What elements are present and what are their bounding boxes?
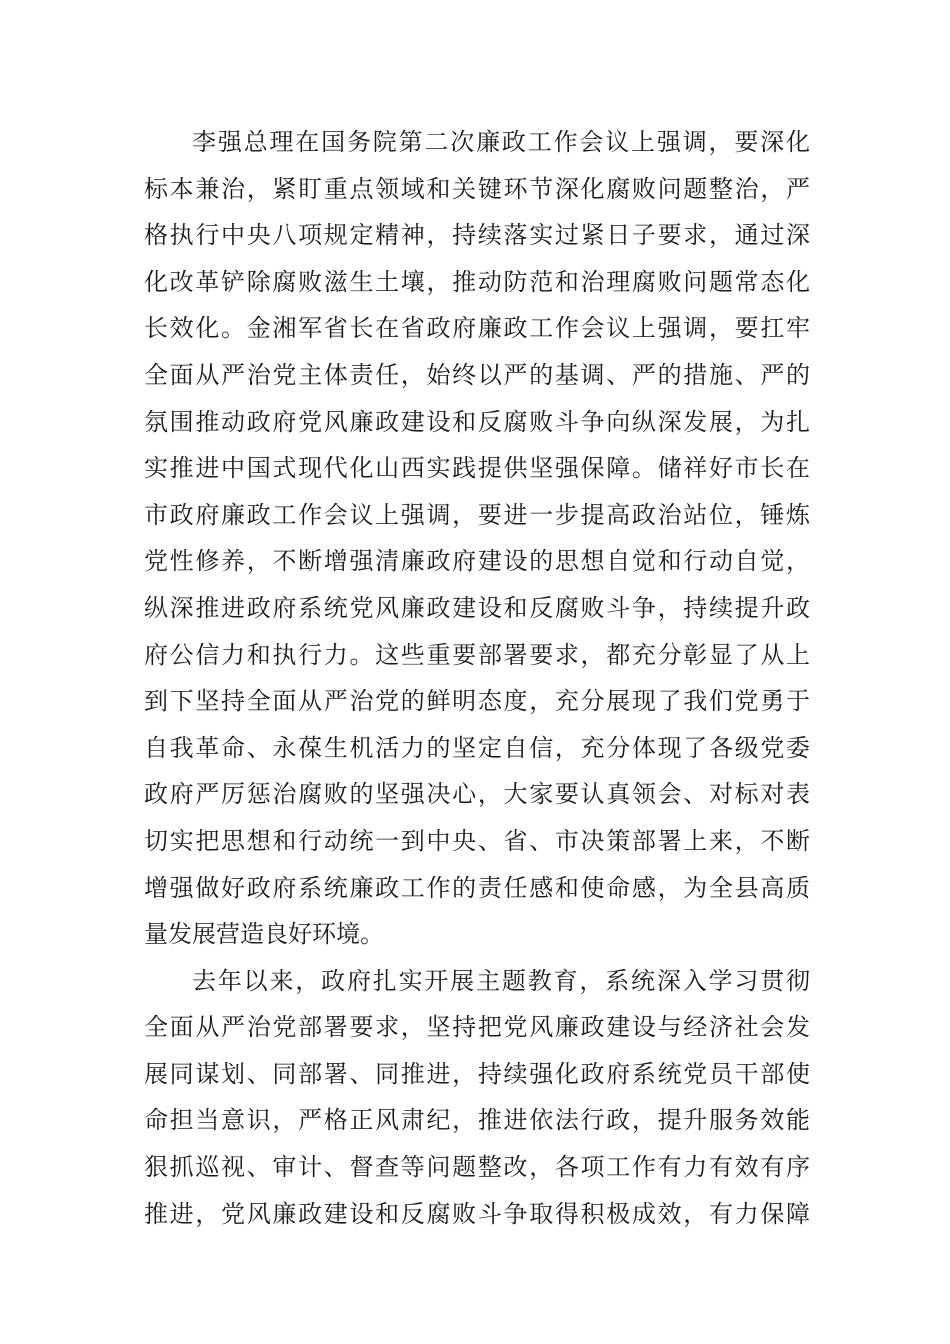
text-line: 党性修养，不断增强清廉政府建设的思想自觉和行动自觉， — [144, 547, 810, 576]
text-line: 化改革铲除腐败滋生土壤，推动防范和治理腐败问题常态化 — [144, 267, 810, 296]
text-line: 实推进中国式现代化山西实践提供坚强保障。储祥好市长在 — [144, 454, 810, 483]
text-line: 府公信力和执行力。这些重要部署要求，都充分彰显了从上 — [144, 640, 810, 669]
paragraph-1 — [144, 119, 810, 958]
text-line: 命担当意识，严格正风肃纪，推进依法行政，提升服务效能 — [144, 1106, 810, 1135]
document-body — [144, 119, 810, 1237]
text-line: 切实把思想和行动统一到中央、省、市决策部署上来，不断 — [144, 826, 810, 855]
text-line: 纵深推进政府系统党风廉政建设和反腐败斗争，持续提升政 — [144, 593, 810, 622]
text-line: 标本兼治，紧盯重点领域和关键环节深化腐败问题整治，严 — [144, 174, 810, 203]
text-line: 去年以来，政府扎实开展主题教育，系统深入学习贯彻 — [192, 966, 810, 995]
text-line: 展同谋划、同部署、同推进，持续强化政府系统党员干部使 — [144, 1059, 810, 1088]
text-line: 量发展营造良好环境。 — [144, 920, 384, 949]
text-line: 推进，党风廉政建设和反腐败斗争取得积极成效，有力保障 — [144, 1199, 810, 1228]
text-line: 自我革命、永葆生机活力的坚定自信，充分体现了各级党委 — [144, 733, 810, 762]
text-line: 全面从严治党主体责任，始终以严的基调、严的措施、严的 — [144, 360, 810, 389]
text-line: 市政府廉政工作会议上强调，要进一步提高政治站位，锤炼 — [144, 500, 810, 529]
text-line: 氛围推动政府党风廉政建设和反腐败斗争向纵深发展，为扎 — [144, 407, 810, 436]
text-line: 到下坚持全面从严治党的鲜明态度，充分展现了我们党勇于 — [144, 687, 810, 716]
text-line: 格执行中央八项规定精神，持续落实过紧日子要求，通过深 — [144, 221, 810, 250]
text-line: 狠抓巡视、审计、督查等问题整改，各项工作有力有效有序 — [144, 1153, 810, 1182]
text-line: 全面从严治党部署要求，坚持把党风廉政建设与经济社会发 — [144, 1013, 810, 1042]
text-line: 增强做好政府系统廉政工作的责任感和使命感，为全县高质 — [144, 873, 810, 902]
text-line: 长效化。金湘军省长在省政府廉政工作会议上强调，要扛牢 — [144, 314, 810, 343]
text-line: 李强总理在国务院第二次廉政工作会议上强调，要深化 — [192, 128, 810, 156]
text-line: 政府严厉惩治腐败的坚强决心，大家要认真领会、对标对表 — [144, 780, 810, 809]
paragraph-2 — [144, 958, 810, 1238]
